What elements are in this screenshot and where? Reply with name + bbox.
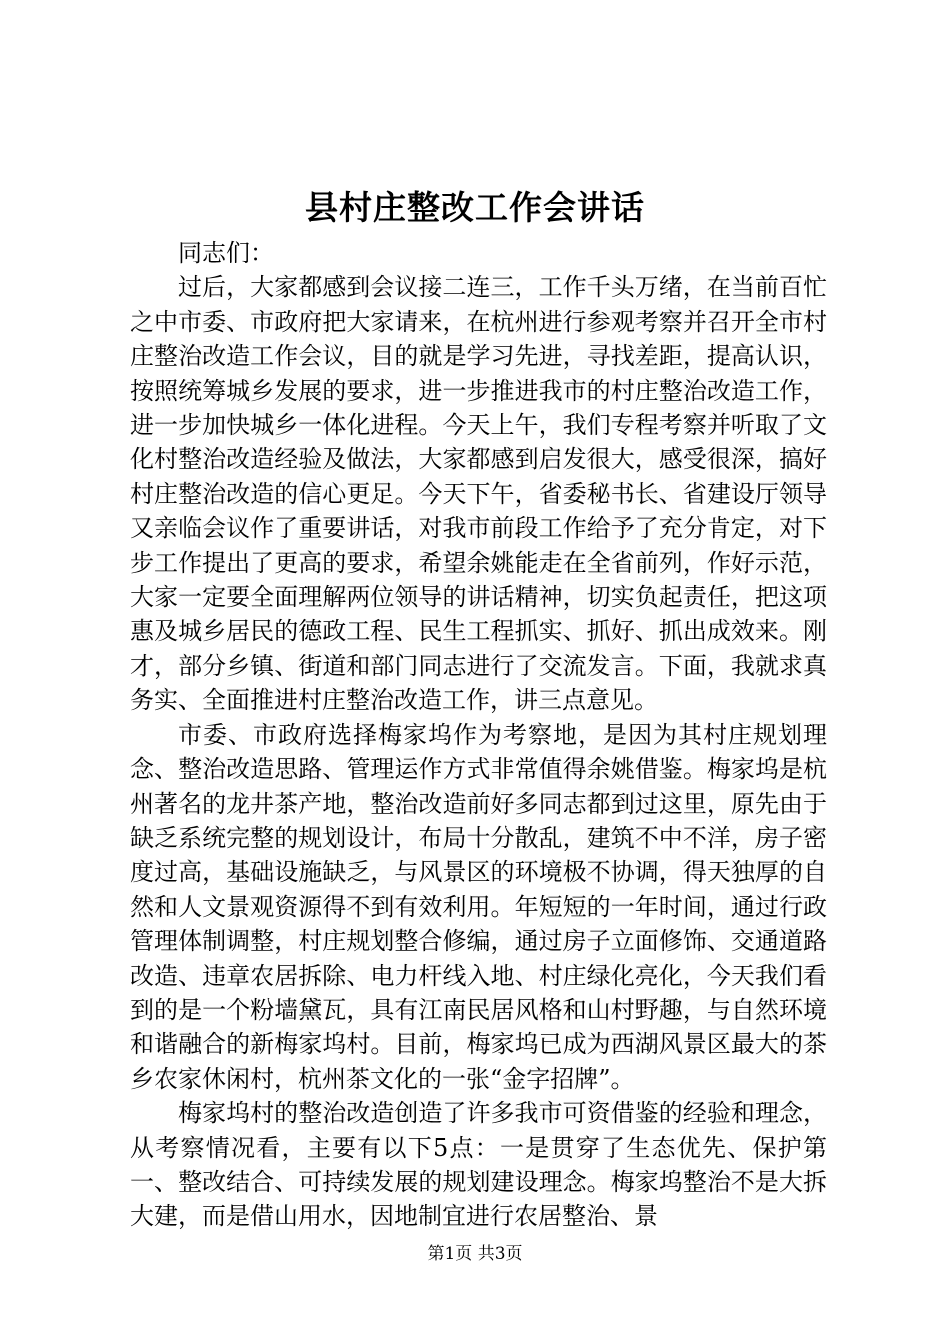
paragraph-1: 过后，大家都感到会议接二连三，工作千头万绪，在当前百忙之中市委、市政府把大家请来，在杭州进行参观考察并召开全市村庄整治改造工作会议，目的就是学习先进，寻找差距，提高认识，按照统筹城乡发展的要求，进一步推进我市的村庄整治改造工作，进一步加快城乡一体化进程。今天上午，我们专程考察并听取了文化村整治改造经验及做法，大家都感到启发很大，感受很深，搞好村庄整治改造的信心更足。今天下午，省委秘书长、省建设厅领导又亲临会议作了重要讲话，对我市前段工作给予了充分肯定，对下步工作提出了更高的要求，希望余姚能走在全省前列，作好示范，大家一定要全面理解两位领导的讲话精神，切实负起责任，把这项惠及城乡居民的德政工程、民生工程抓实、抓好、抓出成效来。刚才，部分乡镇、街道和部门同志进行了交流发言。下面，我就求真务实、全面推进村庄整治改造工作，讲三点意见。 bbox=[130, 273, 827, 715]
salutation: 同志们： bbox=[178, 239, 274, 267]
page-footer: 第1页 共3页 bbox=[427, 1244, 523, 1264]
document-title: 县村庄整改工作会讲话 bbox=[305, 188, 645, 227]
paragraph-3: 梅家坞村的整治改造创造了许多我市可资借鉴的经验和理念，从考察情况看，主要有以下5点：一是贯穿了生态优先、保护第一、整改结合、可持续发展的规划建设理念。梅家坞整治不是大拆大建，而是借山用水，因地制宜进行农居整治、景 bbox=[130, 1099, 827, 1231]
document-body bbox=[130, 236, 827, 1234]
paragraph-2: 市委、市政府选择梅家坞作为考察地，是因为其村庄规划理念、整治改造思路、管理运作方式非常值得余姚借鉴。梅家坞是杭州著名的龙井茶产地，整治改造前好多同志都到过这里，原先由于缺乏系统完整的规划设计，布局十分散乱，建筑不中不洋，房子密度过高，基础设施缺乏，与风景区的环境极不协调，得天独厚的自然和人文景观资源得不到有效利用。年短短的一年时间，通过行政管理体制调整，村庄规划整合修编，通过房子立面修饰、交通道路改造、违章农居拆除、电力杆线入地、村庄绿化亮化，今天我们看到的是一个粉墙黛瓦，具有江南民居风格和山村野趣，与自然环境和谐融合的新梅家坞村。目前，梅家坞已成为西湖风景区最大的茶乡农家休闲村，杭州茶文化的一张“金字招牌”。 bbox=[130, 720, 827, 1093]
